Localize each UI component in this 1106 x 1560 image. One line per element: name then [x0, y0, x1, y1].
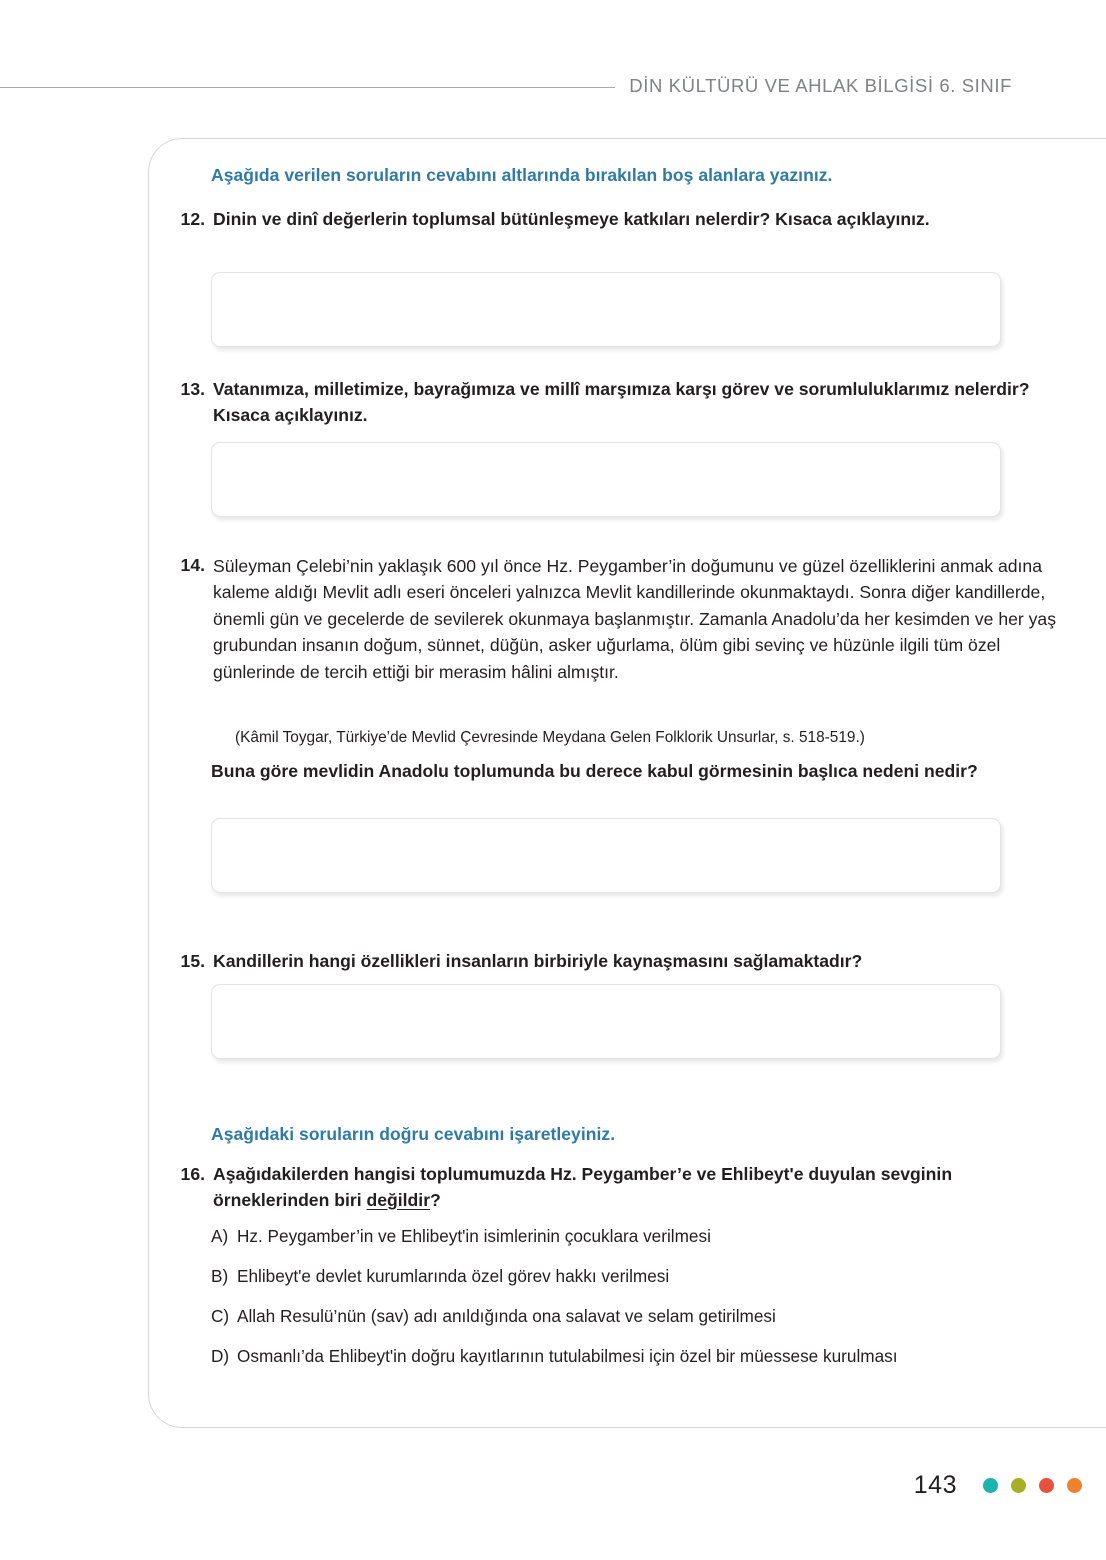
- directive-multiple-choice: Aşağıdaki soruların doğru cevabını işaretleyiniz.: [211, 1124, 616, 1144]
- question-16: [175, 1162, 1063, 1213]
- option-b[interactable]: [211, 1264, 1061, 1289]
- question-13-text: Vatanımıza, milletimize, bayrağımıza ve millî marşımıza karşı görev ve sorumluluklarımız nelerdir? Kısaca açıklayınız.: [213, 379, 1030, 425]
- question-16-number: 16.: [180, 1164, 205, 1184]
- option-a[interactable]: [211, 1224, 1061, 1249]
- header-divider-line: [0, 87, 615, 88]
- option-c[interactable]: [211, 1304, 1061, 1329]
- question-16-text-part-2: ?: [430, 1189, 441, 1210]
- answer-box-14[interactable]: [211, 818, 1001, 893]
- option-b-letter: B): [211, 1266, 229, 1286]
- page-footer: [0, 1460, 1106, 1510]
- page-header: [0, 66, 1106, 106]
- question-16-negation-word: değildir: [366, 1189, 431, 1210]
- question-16-text-part-1: Aşağıdakilerden hangisi toplumumuzda Hz. Peygamber’e ve Ehlibeyt'e duyulan sevginin örneklerinden biri: [213, 1164, 953, 1210]
- dot-olive-icon: [1011, 1478, 1026, 1493]
- question-12: [175, 207, 1063, 233]
- question-12-number: 12.: [180, 209, 205, 229]
- question-14: [175, 553, 1063, 685]
- question-14-number: 14.: [180, 555, 205, 575]
- option-a-letter: A): [211, 1226, 229, 1246]
- footer-dot-row: [983, 1478, 1082, 1493]
- content-panel: [148, 138, 1106, 1428]
- question-13: [175, 377, 1063, 428]
- answer-box-13[interactable]: [211, 442, 1001, 517]
- option-d[interactable]: [211, 1344, 1061, 1369]
- question-13-number: 13.: [180, 379, 205, 399]
- directive-written-answers: Aşağıda verilen soruların cevabını altlarında bırakılan boş alanlara yazınız.: [211, 165, 833, 185]
- question-14-prompt-row: [211, 759, 1063, 785]
- option-d-letter: D): [211, 1346, 230, 1366]
- question-15-number: 15.: [180, 951, 205, 971]
- page-title: DİN KÜLTÜRÜ VE AHLAK BİLGİSİ 6. SINIF: [629, 75, 1012, 96]
- question-15-text: Kandillerin hangi özellikleri insanların birbiriyle kaynaşmasını sağlamaktadır?: [213, 951, 863, 971]
- question-14-passage: Süleyman Çelebi’nin yaklaşık 600 yıl önce Hz. Peygamber’in doğumunu ve güzel özelliklerini anmak adına kaleme aldığı Mevlit adlı eseri önceleri yalnızca Mevlit kandillerinde okunmaktaydı. Sonra diğer kandillerde, önemli gün ve gecelerde de sevilerek okunmaya başlanmıştır. Zamanla Anadolu’da her kesimden ve her yaş grubundan insanın doğum, sünnet, düğün, asker uğurlama, ölüm gibi sevinç ve hüzünle ilgili tüm özel günlerinde de tercih ettiği bir merasim hâlini almıştır.: [213, 556, 1057, 682]
- option-d-text: Osmanlı’da Ehlibeyt'in doğru kayıtlarının tutulabilmesi için özel bir müessese kurulması: [237, 1346, 898, 1366]
- option-c-text: Allah Resulü’nün (sav) adı anıldığında ona salavat ve selam getirilmesi: [237, 1306, 776, 1326]
- question-14-prompt: Buna göre mevlidin Anadolu toplumunda bu derece kabul görmesinin başlıca nedeni nedir?: [211, 761, 978, 781]
- option-c-letter: C): [211, 1306, 230, 1326]
- option-a-text: Hz. Peygamber’in ve Ehlibeyt'in isimlerinin çocuklara verilmesi: [237, 1226, 711, 1246]
- page-number: 143: [913, 1470, 957, 1499]
- dot-orange-icon: [1067, 1478, 1082, 1493]
- answer-box-12[interactable]: [211, 272, 1001, 347]
- panel-inner: [149, 139, 1106, 1429]
- question-15: [175, 949, 1063, 975]
- option-b-text: Ehlibeyt'e devlet kurumlarında özel görev hakkı verilmesi: [237, 1266, 670, 1286]
- dot-teal-icon: [983, 1478, 998, 1493]
- dot-red-icon: [1039, 1478, 1054, 1493]
- question-14-citation: (Kâmil Toygar, Türkiye’de Mevlid Çevresinde Meydana Gelen Folklorik Unsurlar, s. 518-519.): [235, 729, 865, 746]
- question-12-text: Dinin ve dinî değerlerin toplumsal bütünleşmeye katkıları nelerdir? Kısaca açıklayınız.: [213, 209, 930, 229]
- answer-box-15[interactable]: [211, 984, 1001, 1059]
- question-16-text: [213, 1162, 1063, 1213]
